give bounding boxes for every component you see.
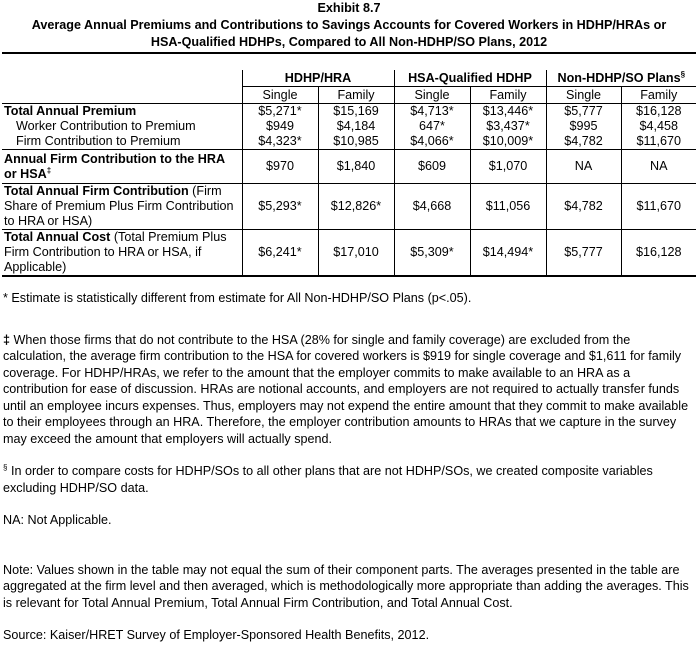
table-cell: $6,241* — [242, 230, 318, 277]
section-symbol: § — [3, 462, 8, 472]
subheader-row — [2, 87, 696, 104]
subhead-single: Single — [242, 87, 318, 104]
group-header-hdhp-hra: HDHP/HRA — [242, 70, 394, 87]
table-cell: $4,458 — [621, 119, 696, 134]
table-cell: $1,840 — [318, 150, 394, 184]
table-row — [2, 104, 696, 120]
subhead-single: Single — [546, 87, 621, 104]
row-label-text: Total Annual Firm Contribution — [4, 184, 189, 198]
group-header-non-hdhp-label: Non-HDHP/SO Plans — [557, 70, 681, 85]
table-row — [2, 134, 696, 150]
table-cell: $609 — [394, 150, 470, 184]
table-cell: $17,010 — [318, 230, 394, 277]
table-cell: $13,446* — [470, 104, 546, 120]
premiums-table — [2, 70, 696, 277]
row-label: Total Annual Premium — [4, 104, 137, 118]
dagger-mark: ‡ — [46, 165, 52, 175]
table-cell: $4,323* — [242, 134, 318, 150]
note-na: NA: Not Applicable. — [3, 513, 112, 527]
group-header-non-hdhp — [546, 70, 696, 87]
table-cell: $5,293* — [242, 184, 318, 230]
title-line-1: Average Annual Premiums and Contributions to Savings Accounts for Covered Workers in HDHP/HRAs or — [31, 18, 667, 32]
table-cell: $11,056 — [470, 184, 546, 230]
group-header-hsa-hdhp: HSA-Qualified HDHP — [394, 70, 546, 87]
note-section — [3, 463, 694, 496]
table-row — [2, 184, 696, 230]
note-dagger — [3, 332, 694, 448]
subhead-single: Single — [394, 87, 470, 104]
row-label-text: Total Annual Cost — [4, 230, 111, 244]
table-cell: 647* — [394, 119, 470, 134]
table-cell: $16,128 — [621, 104, 696, 120]
table-cell: $14,494* — [470, 230, 546, 277]
table-cell: $4,782 — [546, 184, 621, 230]
table-cell: $5,777 — [546, 230, 621, 277]
table-cell: $995 — [546, 119, 621, 134]
table-cell: $10,985 — [318, 134, 394, 150]
row-label — [2, 150, 242, 184]
section-mark: § — [680, 69, 686, 79]
table-cell: $11,670 — [621, 134, 696, 150]
note-dagger-text: When those firms that do not contribute to the HSA (28% for single and family coverage) are excluded from the calculation, the average firm contribution to the HSA for covered workers is $919 for single coverage and $1,611 for family coverage. For HDHP/HRAs, we refer to the amount that the employer commits to make available to an HRA as a contribution for ease of discussion. HRAs are notional accounts, and employers are not required to actually transfer funds until an employee incurs expenses. Thus, employers may not expend the entire amount that they commit to make available to their employees through an HRA. Therefore, the employer contribution amounts to HRAs that we capture in the survey may exceed the amount that employers will actually spend. — [3, 332, 689, 446]
table-cell: $16,128 — [621, 230, 696, 277]
row-label — [2, 230, 242, 277]
table-cell: $1,070 — [470, 150, 546, 184]
note-values: Note: Values shown in the table may not equal the sum of their component parts. The averages presented in the table are aggregated at the firm level and then averaged, which is methodologically more appropriate than adding the averages. This is relevant for Total Annual Premium, Total Annual Firm Contribution, and Total Annual Cost. — [3, 562, 689, 610]
row-label-detail: (Firm Share of Premium Plus Firm Contribution to HRA or HSA) — [4, 184, 234, 228]
subhead-family: Family — [318, 87, 394, 104]
table-cell: $11,670 — [621, 184, 696, 230]
table-cell: $5,309* — [394, 230, 470, 277]
exhibit-label: Exhibit 8.7 — [317, 1, 381, 15]
subhead-family: Family — [621, 87, 696, 104]
table-cell: $4,782 — [546, 134, 621, 150]
table-cell: $4,668 — [394, 184, 470, 230]
title-line-2: HSA-Qualified HDHPs, Compared to All Non-HDHP/SO Plans, 2012 — [150, 35, 548, 49]
row-label — [2, 184, 242, 230]
group-header-row — [2, 70, 696, 87]
table-cell: $4,713* — [394, 104, 470, 120]
row-label-text: Annual Firm Contribution to the HRA or HSA — [4, 151, 225, 181]
table-cell: $970 — [242, 150, 318, 184]
note-source: Source: Kaiser/HRET Survey of Employer-Sponsored Health Benefits, 2012. — [3, 628, 430, 642]
table-cell: $12,826* — [318, 184, 394, 230]
table-cell: $5,777 — [546, 104, 621, 120]
table-cell: $4,066* — [394, 134, 470, 150]
subhead-family: Family — [470, 87, 546, 104]
note-estimate: * Estimate is statistically different from estimate for All Non-HDHP/SO Plans (p<.05). — [3, 291, 472, 305]
row-label: Firm Contribution to Premium — [2, 134, 242, 150]
table-row — [2, 230, 696, 277]
dagger-symbol: ‡ — [3, 332, 11, 347]
title-rule — [2, 52, 696, 54]
table-cell: $10,009* — [470, 134, 546, 150]
table-cell: $15,169 — [318, 104, 394, 120]
table-cell: $4,184 — [318, 119, 394, 134]
table-row — [2, 150, 696, 184]
table-cell: NA — [546, 150, 621, 184]
table-cell: NA — [621, 150, 696, 184]
table-cell: $3,437* — [470, 119, 546, 134]
table-cell: $949 — [242, 119, 318, 134]
table-row — [2, 119, 696, 134]
title-block — [0, 0, 698, 51]
table-cell: $5,271* — [242, 104, 318, 120]
note-section-text: In order to compare costs for HDHP/SOs to all other plans that are not HDHP/SOs, we created composite variables excluding HDHP/SO data. — [3, 464, 653, 495]
row-label-detail: (Total Premium Plus Firm Contribution to HRA or HSA, if Applicable) — [4, 230, 227, 274]
row-label: Worker Contribution to Premium — [16, 119, 196, 133]
